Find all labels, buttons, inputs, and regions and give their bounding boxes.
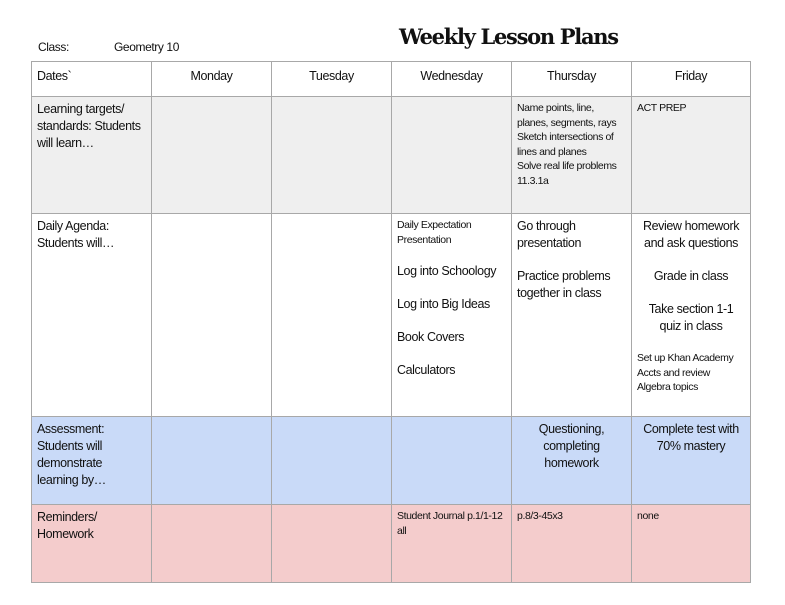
targets-monday <box>152 97 272 214</box>
agenda-item: Take section 1-1 quiz in class <box>648 302 734 333</box>
assessment-tuesday <box>272 417 392 505</box>
targets-tuesday <box>272 97 392 214</box>
targets-thursday <box>512 97 632 214</box>
agenda-item: Log into Big Ideas <box>397 297 490 311</box>
agenda-item: Grade in class <box>653 269 729 283</box>
col-friday: Friday <box>632 62 751 97</box>
page-title: Weekly Lesson Plans <box>399 24 618 49</box>
target-item: Solve real life problems 11.3.1a <box>517 160 617 187</box>
targets-wednesday <box>392 97 512 214</box>
target-item: Name points, line, planes, segments, rays <box>517 102 617 129</box>
target-item: Sketch intersections of lines and planes <box>517 131 614 158</box>
agenda-item: Go through presentation <box>517 219 581 250</box>
homework-label: Reminders/ Homework <box>32 505 152 583</box>
homework-monday <box>152 505 272 583</box>
agenda-item: Calculators <box>397 363 456 377</box>
col-dates: Dates` <box>32 62 152 97</box>
agenda-item: Log into Schoology <box>397 264 497 278</box>
homework-row <box>32 505 751 583</box>
assessment-monday <box>152 417 272 505</box>
class-value: Geometry 10 <box>114 40 179 54</box>
agenda-row <box>32 214 751 417</box>
targets-friday: ACT PREP <box>632 97 751 214</box>
agenda-label: Daily Agenda: Students will… <box>32 214 152 417</box>
agenda-monday <box>152 214 272 417</box>
agenda-friday <box>632 214 751 417</box>
agenda-item: Practice problems together in class <box>517 269 611 300</box>
lesson-plan-table <box>31 61 751 583</box>
agenda-item: Review homework and ask questions <box>642 219 740 250</box>
col-monday: Monday <box>152 62 272 97</box>
homework-tuesday <box>272 505 392 583</box>
assessment-thursday: Questioning, completing homework <box>512 417 632 505</box>
col-thursday: Thursday <box>512 62 632 97</box>
assessment-friday: Complete test with 70% mastery <box>632 417 751 505</box>
assessment-row <box>32 417 751 505</box>
agenda-tuesday <box>272 214 392 417</box>
col-tuesday: Tuesday <box>272 62 392 97</box>
agenda-item: Set up Khan Academy Accts and review Algebra topics <box>637 352 734 393</box>
header-row <box>32 62 751 97</box>
col-wednesday: Wednesday <box>392 62 512 97</box>
homework-friday: none <box>632 505 751 583</box>
assessment-wednesday <box>392 417 512 505</box>
agenda-item: Daily Expectation Presentation <box>397 219 472 246</box>
agenda-item: Book Covers <box>397 330 465 344</box>
class-label: Class: <box>38 40 69 54</box>
agenda-wednesday <box>392 214 512 417</box>
assessment-label: Assessment: Students will demonstrate learning by… <box>32 417 152 505</box>
homework-thursday: p.8/3-45x3 <box>512 505 632 583</box>
agenda-thursday <box>512 214 632 417</box>
homework-wednesday: Student Journal p.1/1-12 all <box>392 505 512 583</box>
targets-label: Learning targets/ standards: Students will learn… <box>32 97 152 214</box>
targets-row <box>32 97 751 214</box>
